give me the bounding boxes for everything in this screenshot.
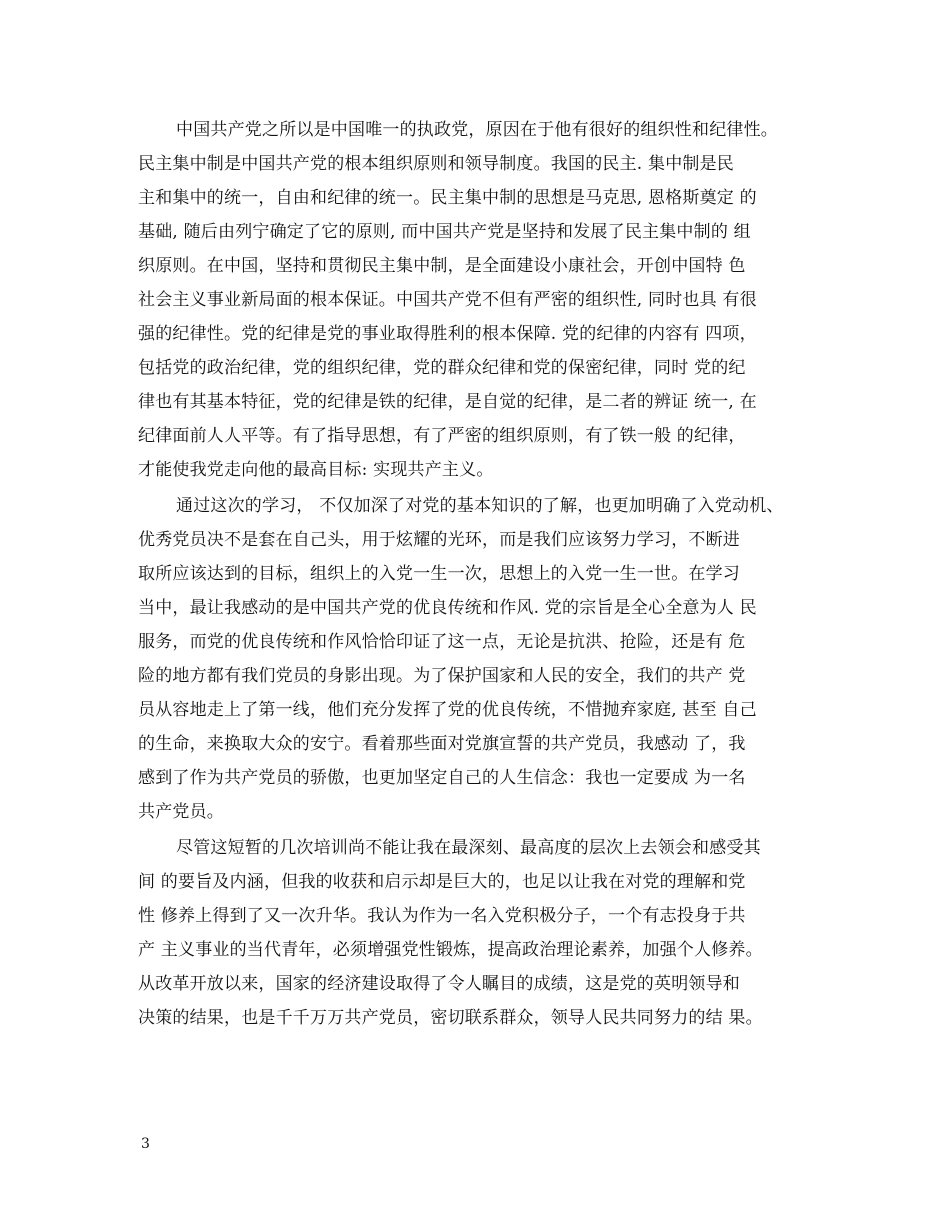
text-line: 当中，最让我感动的是中国共产党的优良传统和作风. 党的宗旨是全心全意为人 民: [138, 598, 757, 618]
text-line: 主和集中的统一，自由和纪律的统一。民主集中制的思想是马克思, 恩格斯奠定 的: [138, 188, 757, 208]
text-line: 优秀党员决不是套在自己头，用于炫耀的光环，而是我们应该努力学习，不断进: [138, 530, 740, 550]
page-number: 3: [141, 1136, 150, 1152]
text-line: 共产党员。: [138, 802, 224, 822]
text-line: 从改革开放以来，国家的经济建设取得了令人瞩目的成绩，这是党的英明领导和: [138, 974, 740, 994]
text-line: 织原则。在中国，坚持和贯彻民主集中制，是全面建设小康社会，开创中国特 色: [138, 256, 746, 276]
text-line: 包括党的政治纪律，党的组织纪律，党的群众纪律和党的保密纪律，同时 党的纪: [138, 358, 746, 378]
text-line: 险的地方都有我们党员的身影出现。为了保护国家和人民的安全，我们的共产 党: [138, 666, 746, 686]
text-line: 员从容地走上了第一线，他们充分发挥了党的优良传统，不惜抛弃家庭, 甚至 自己: [138, 700, 757, 720]
text-line: 尽管这短暂的几次培训尚不能让我在最深刻、最高度的层次上去领会和感受其: [176, 838, 761, 858]
text-line: 通过这次的学习， 不仅加深了对党的基本知识的了解，也更加明确了入党动机、: [176, 496, 784, 516]
text-line: 感到了作为共产党员的骄傲，也更加坚定自己的人生信念：我也一定要成 为一名: [138, 768, 746, 788]
text-line: 社会主义事业新局面的根本保证。中国共产党不但有严密的组织性, 同时也具 有很: [138, 290, 757, 310]
text-line: 民主集中制是中国共产党的根本组织原则和领导制度。我国的民主. 集中制是民: [138, 154, 735, 174]
text-line: 才能使我党走向他的最高目标: 实现共产主义。: [138, 460, 494, 480]
text-line: 的生命，来换取大众的安宁。看着那些面对党旗宣誓的共产党员，我感动 了，我: [138, 734, 746, 754]
text-line: 服务，而党的优良传统和作风恰恰印证了这一点，无论是抗洪、抢险，还是有 危: [138, 632, 746, 652]
text-line: 基础, 随后由列宁确定了它的原则, 而中国共产党是坚持和发展了民主集中制的 组: [138, 222, 751, 242]
text-line: 律也有其基本特征，党的纪律是铁的纪律，是自觉的纪律，是二者的辨证 统一, 在: [138, 392, 757, 412]
text-line: 纪律面前人人平等。有了指导思想，有了严密的组织原则，有了铁一般 的纪律，: [138, 426, 746, 446]
text-line: 中国共产党之所以是中国唯一的执政党，原因在于他有很好的组织性和纪律性。: [176, 120, 778, 140]
text-line: 强的纪律性。党的纪律是党的事业取得胜利的根本保障. 党的纪律的内容有 四项，: [138, 324, 757, 344]
text-line: 产 主义事业的当代青年，必须增强党性锻炼，提高政治理论素养，加强个人修养。: [138, 940, 763, 960]
text-line: 间 的要旨及内涵，但我的收获和启示却是巨大的，也足以让我在对党的理解和党: [138, 872, 746, 892]
text-line: 决策的结果，也是千千万万共产党员，密切联系群众，领导人民共同努力的结 果。: [138, 1008, 763, 1028]
text-line: 取所应该达到的目标，组织上的入党一生一次，思想上的入党一生一世。在学习: [138, 564, 740, 584]
text-line: 性 修养上得到了又一次升华。我认为作为一名入党积极分子，一个有志投身于共: [138, 906, 746, 926]
